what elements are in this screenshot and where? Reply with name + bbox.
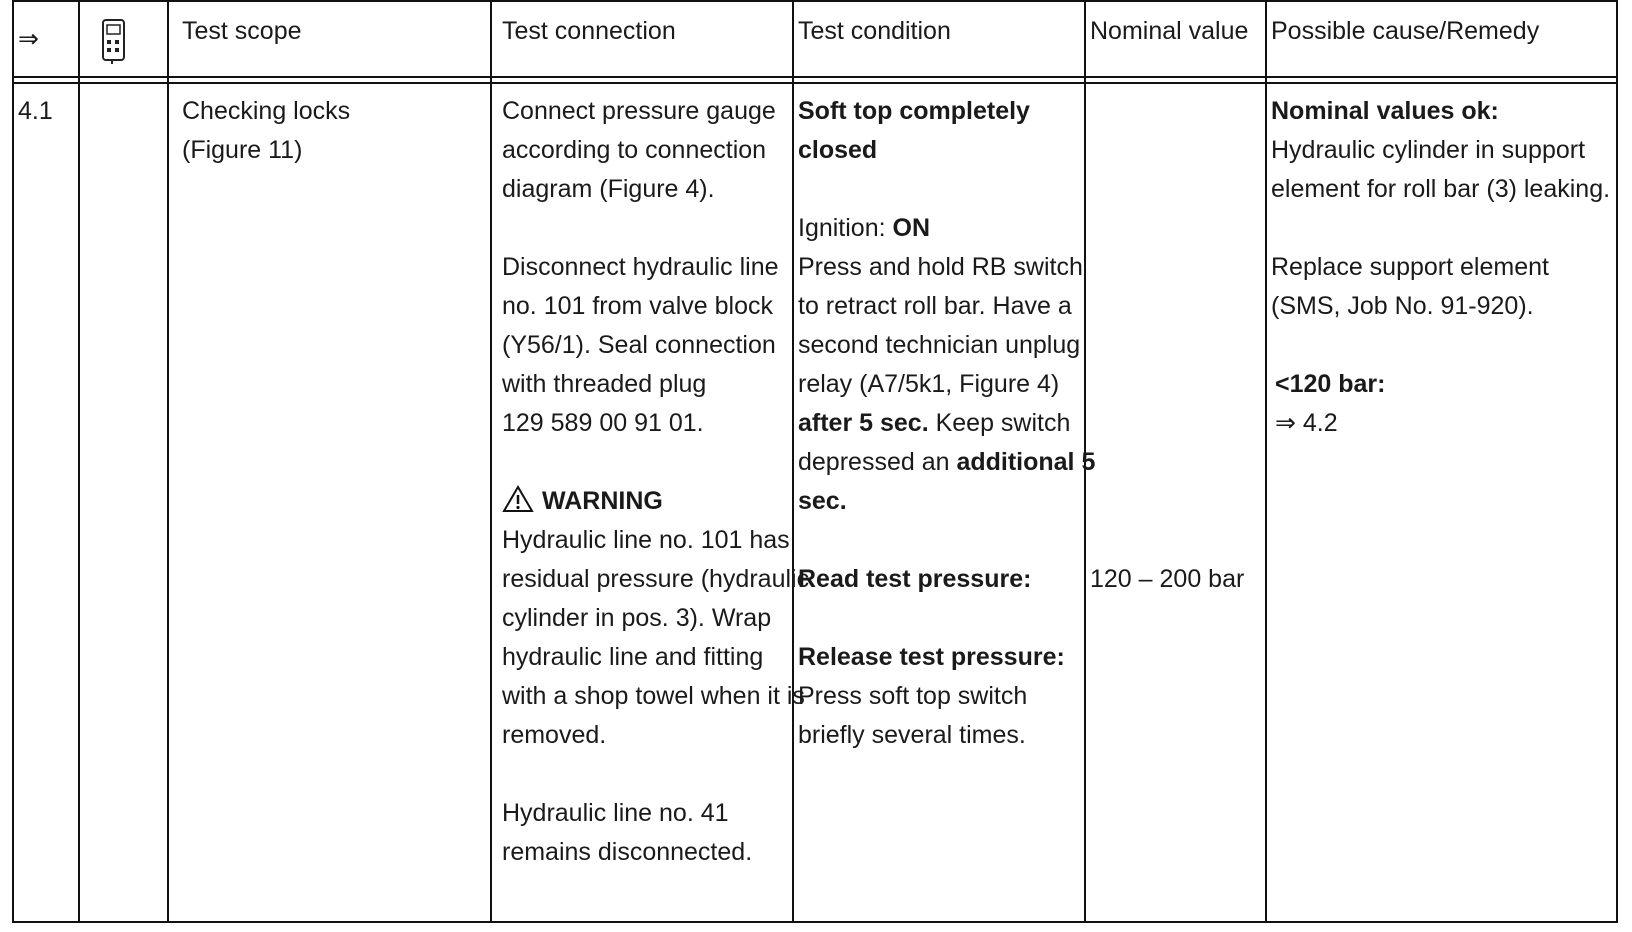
condition-sec: sec. (798, 487, 847, 515)
col-border-4 (792, 0, 794, 923)
connection-p2-line-3: (Y56/1). Seal connection (502, 331, 776, 359)
connection-p2-line-2: no. 101 from valve block (502, 292, 773, 320)
remedy-replace-line-1: Replace support element (1271, 253, 1549, 281)
condition-press-line-1: Press and hold RB switch (798, 253, 1083, 281)
col-border-2 (167, 0, 169, 923)
condition-soft-top-line-1: Soft top completely (798, 97, 1030, 125)
warning-line-1: Hydraulic line no. 101 has (502, 526, 790, 554)
condition-release-pressure: Release test pressure: (798, 643, 1065, 671)
col-border-left (12, 0, 14, 923)
connection-p1-line-2: according to connection (502, 136, 767, 164)
header-separator-2 (12, 82, 1618, 84)
step-number: 4.1 (18, 97, 53, 125)
condition-ignition: Ignition: ON (798, 214, 931, 242)
header-test-connection: Test connection (502, 17, 676, 45)
tester-icon (100, 18, 128, 73)
connection-p3-line-2: remains disconnected. (502, 838, 753, 866)
connection-p2-line-5: 129 589 00 91 01. (502, 409, 704, 437)
condition-release-line-2: briefly several times. (798, 721, 1026, 749)
test-scope-line-2: (Figure 11) (182, 136, 303, 164)
condition-press-line-4: relay (A7/5k1, Figure 4) (798, 370, 1060, 398)
condition-depressed: depressed an additional 5 (798, 448, 1096, 476)
remedy-ok-line-1: Hydraulic cylinder in support (1271, 136, 1586, 164)
arrow-right-icon: ⇒ (1275, 409, 1296, 437)
connection-p1-line-1: Connect pressure gauge (502, 97, 776, 125)
header-nominal-value: Nominal value (1090, 17, 1249, 45)
connection-p2-line-1: Disconnect hydraulic line (502, 253, 779, 281)
condition-soft-top-line-2: closed (798, 136, 878, 164)
test-scope-line-1: Checking locks (182, 97, 351, 125)
col-border-3 (490, 0, 492, 923)
warning-heading (502, 482, 663, 525)
remedy-low-title: <120 bar: (1275, 370, 1386, 398)
header-possible-cause: Possible cause/Remedy (1271, 17, 1540, 45)
remedy-ok-title: Nominal values ok: (1271, 97, 1499, 125)
header-arrow: ⇒ (18, 25, 39, 53)
test-table (12, 0, 1618, 926)
nominal-value: 120 – 200 bar (1090, 565, 1245, 593)
col-border-right (1616, 0, 1618, 923)
warning-line-2: residual pressure (hydraulic (502, 565, 810, 593)
remedy-ok-line-2: element for roll bar (3) leaking. (1271, 175, 1611, 203)
connection-p2-line-4: with threaded plug (502, 370, 707, 398)
condition-after-5-sec: after 5 sec. Keep switch (798, 409, 1071, 437)
connection-p1-line-3: diagram (Figure 4). (502, 175, 715, 203)
warning-title: WARNING (542, 487, 663, 515)
header-separator (12, 76, 1618, 78)
header-test-condition: Test condition (798, 17, 951, 45)
header-test-scope: Test scope (182, 17, 302, 45)
col-border-1 (78, 0, 80, 923)
warning-line-5: with a shop towel when it is (502, 682, 805, 710)
table-bottom-border (12, 921, 1618, 923)
condition-release-line-1: Press soft top switch (798, 682, 1028, 710)
condition-read-pressure: Read test pressure: (798, 565, 1032, 593)
warning-line-6: removed. (502, 721, 607, 749)
warning-line-3: cylinder in pos. 3). Wrap (502, 604, 772, 632)
connection-p3-line-1: Hydraulic line no. 41 (502, 799, 729, 827)
warning-line-4: hydraulic line and fitting (502, 643, 764, 671)
col-border-6 (1265, 0, 1267, 923)
condition-press-line-3: second technician unplug (798, 331, 1081, 359)
condition-press-line-2: to retract roll bar. Have a (798, 292, 1072, 320)
remedy-low-ref: ⇒ 4.2 (1275, 409, 1338, 437)
warning-triangle-icon (502, 485, 534, 525)
table-top-border (12, 0, 1618, 2)
remedy-replace-line-2: (SMS, Job No. 91-920). (1271, 292, 1534, 320)
